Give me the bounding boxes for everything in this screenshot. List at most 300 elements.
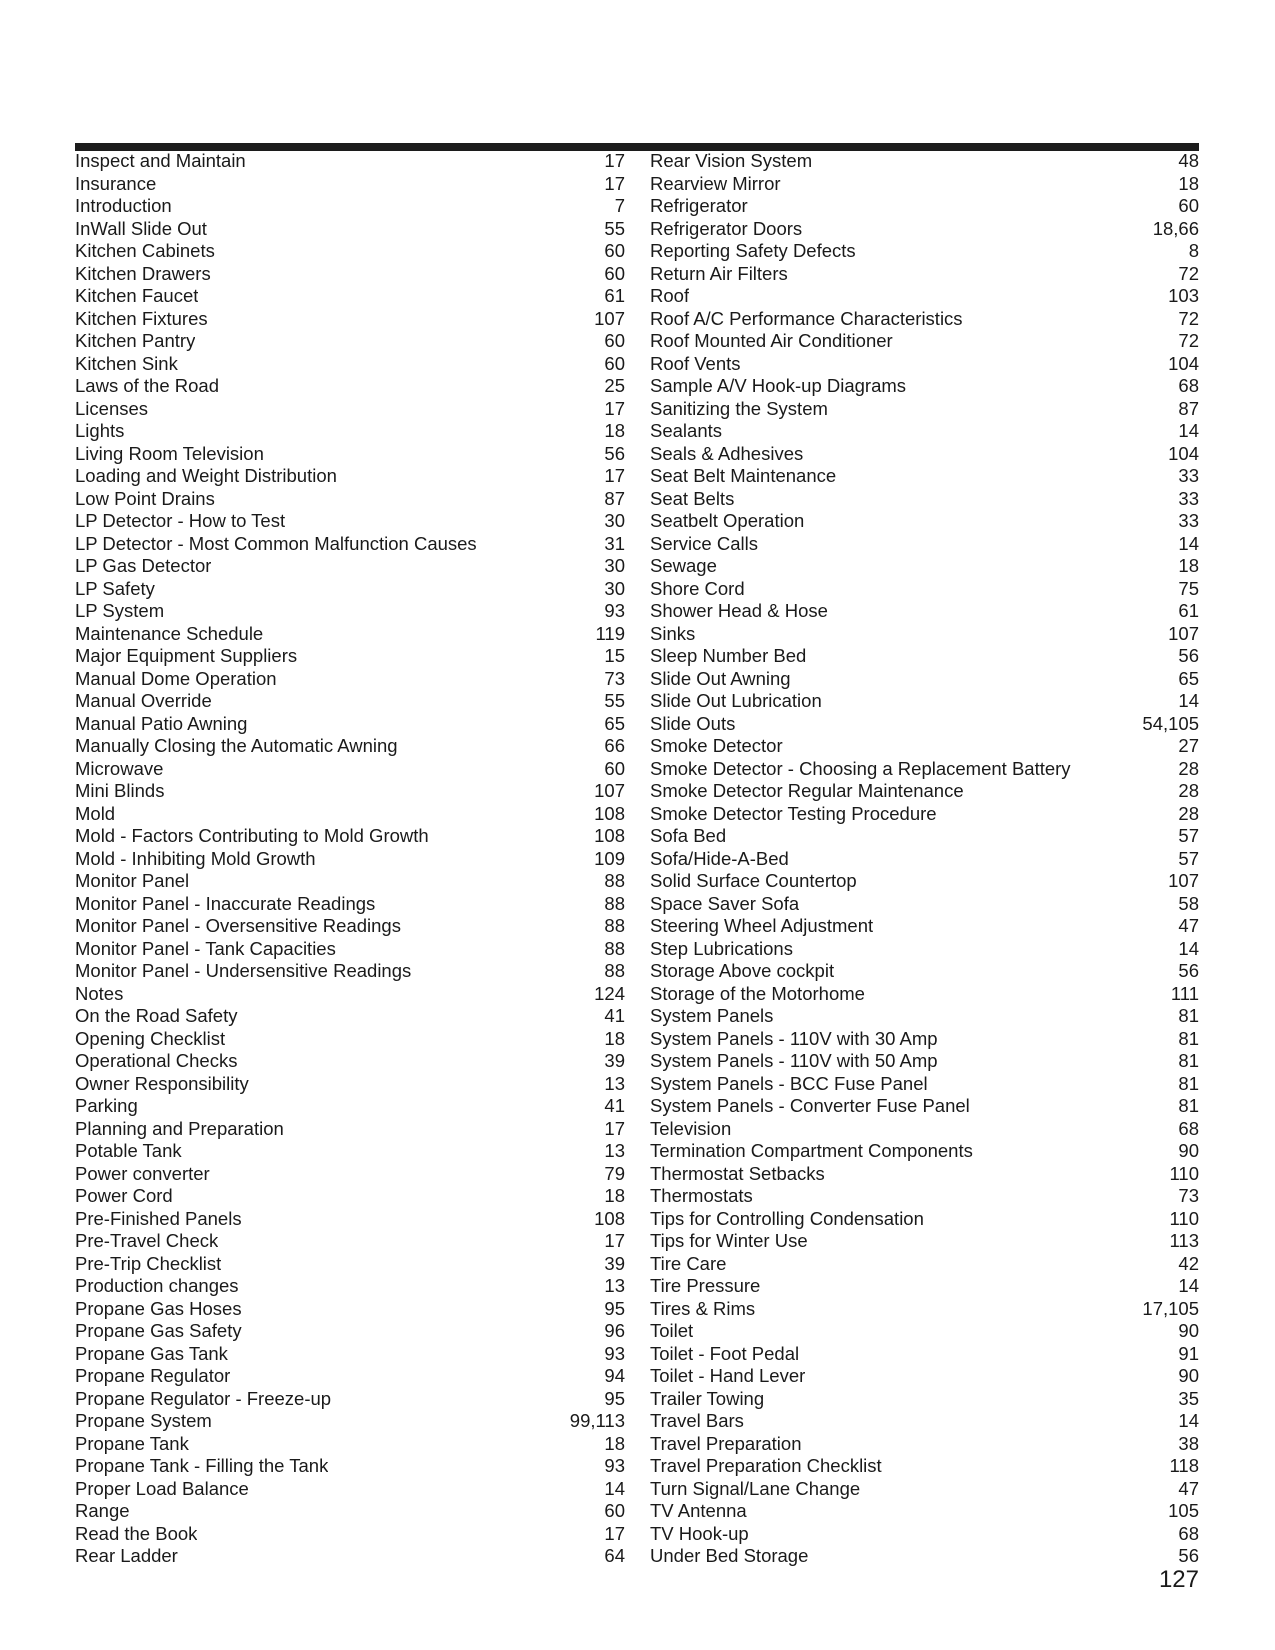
index-page-ref: 39 <box>604 1252 625 1274</box>
index-page-ref: 107 <box>594 780 625 801</box>
index-entry <box>75 1298 625 1321</box>
index-topic: Planning and Preparation <box>75 1117 284 1139</box>
index-entry <box>650 578 1199 601</box>
index-entry <box>650 488 1199 511</box>
index-entry <box>650 825 1199 848</box>
index-page-ref: 72 <box>1178 307 1199 329</box>
index-topic: Smoke Detector Testing Procedure <box>650 802 937 824</box>
index-page-ref: 14 <box>1178 532 1199 554</box>
index-page-ref: 81 <box>1178 1005 1199 1026</box>
index-page-ref: 88 <box>604 960 625 981</box>
index-topic: Kitchen Sink <box>75 352 178 374</box>
index-topic: Sofa/Hide-A-Bed <box>650 847 789 869</box>
index-topic: Smoke Detector Regular Maintenance <box>650 780 964 801</box>
index-topic: Low Point Drains <box>75 487 215 509</box>
index-topic: Mold - Inhibiting Mold Growth <box>75 847 316 869</box>
index-entry <box>650 1095 1199 1118</box>
index-entry <box>650 510 1199 533</box>
index-page-ref: 81 <box>1178 1095 1199 1116</box>
index-entry <box>75 758 625 781</box>
index-topic: Inspect and Maintain <box>75 150 246 171</box>
index-entry <box>75 1320 625 1343</box>
index-entry <box>75 645 625 668</box>
index-page-ref: 17 <box>604 397 625 419</box>
index-entry <box>650 870 1199 893</box>
index-topic: Lights <box>75 420 125 441</box>
index-topic: Toilet - Hand Lever <box>650 1365 806 1386</box>
index-topic: Rear Ladder <box>75 1545 178 1566</box>
index-entry <box>75 1478 625 1501</box>
index-entry <box>75 600 625 623</box>
index-topic: System Panels - 110V with 30 Amp <box>650 1027 938 1049</box>
index-topic: Sealants <box>650 420 722 441</box>
index-topic: Power converter <box>75 1162 210 1184</box>
index-page-ref: 17,105 <box>1142 1297 1199 1319</box>
index-topic: Propane Tank - Filling the Tank <box>75 1455 329 1476</box>
index-topic: System Panels - BCC Fuse Panel <box>650 1072 928 1094</box>
index-page-ref: 96 <box>604 1320 625 1341</box>
index-page-ref: 61 <box>1178 600 1199 621</box>
index-page-ref: 33 <box>1178 487 1199 509</box>
index-entry <box>650 1455 1199 1478</box>
index-page-ref: 30 <box>604 555 625 576</box>
index-entry <box>75 690 625 713</box>
index-page-ref: 28 <box>1178 757 1199 779</box>
index-entry <box>75 488 625 511</box>
index-page-ref: 28 <box>1178 802 1199 824</box>
index-page-ref: 113 <box>1169 1230 1199 1251</box>
index-topic: Slide Outs <box>650 712 736 734</box>
index-topic: Licenses <box>75 397 149 419</box>
index-topic: Roof A/C Performance Characteristics <box>650 307 963 329</box>
index-page-ref: 17 <box>604 465 625 486</box>
index-page-ref: 90 <box>1178 1365 1199 1386</box>
index-page-ref: 108 <box>594 1207 625 1229</box>
index-page-ref: 60 <box>604 240 625 261</box>
index-page-ref: 14 <box>604 1477 625 1499</box>
index-column-right <box>650 150 1199 1568</box>
index-topic: Travel Preparation Checklist <box>650 1455 882 1476</box>
index-page-ref: 91 <box>1178 1342 1199 1364</box>
index-topic: Thermostats <box>650 1185 753 1206</box>
index-page-ref: 56 <box>604 442 625 464</box>
index-entry <box>75 1028 625 1051</box>
index-entry <box>650 1005 1199 1028</box>
index-page-ref: 47 <box>1178 1477 1199 1499</box>
index-entry <box>650 420 1199 443</box>
index-entry <box>75 1208 625 1231</box>
index-topic: Monitor Panel - Tank Capacities <box>75 937 336 959</box>
index-topic: Slide Out Awning <box>650 667 791 689</box>
index-topic: Potable Tank <box>75 1140 182 1161</box>
index-topic: Rearview Mirror <box>650 172 781 194</box>
index-page-ref: 7 <box>614 195 625 216</box>
index-entry <box>75 1365 625 1388</box>
index-entry <box>75 398 625 421</box>
index-entry <box>650 443 1199 466</box>
index-entry <box>75 285 625 308</box>
index-topic: TV Antenna <box>650 1500 747 1521</box>
index-page-ref: 17 <box>604 172 625 194</box>
index-page-ref: 107 <box>1168 870 1199 891</box>
index-topic: InWall Slide Out <box>75 217 207 239</box>
index-topic: Monitor Panel - Oversensitive Readings <box>75 915 401 936</box>
index-topic: Propane Regulator <box>75 1365 231 1386</box>
index-entry <box>650 1050 1199 1073</box>
index-entry <box>75 578 625 601</box>
index-entry <box>650 960 1199 983</box>
index-entry <box>650 308 1199 331</box>
index-entry <box>75 915 625 938</box>
index-entry <box>75 1230 625 1253</box>
index-topic: Travel Bars <box>650 1410 744 1431</box>
index-entry <box>650 330 1199 353</box>
index-topic: Smoke Detector - Choosing a Replacement Battery <box>650 757 1071 779</box>
index-topic: Service Calls <box>650 532 758 554</box>
index-topic: Shower Head & Hose <box>650 600 828 621</box>
index-topic: Opening Checklist <box>75 1027 226 1049</box>
index-topic: Kitchen Pantry <box>75 330 196 351</box>
index-topic: Sample A/V Hook-up Diagrams <box>650 375 907 396</box>
index-entry <box>650 1028 1199 1051</box>
index-topic: Power Cord <box>75 1185 173 1206</box>
index-topic: Smoke Detector <box>650 735 783 756</box>
index-entry <box>650 623 1199 646</box>
index-page-ref: 8 <box>1188 240 1199 261</box>
index-entry <box>650 1478 1199 1501</box>
index-entry <box>75 1118 625 1141</box>
index-page-ref: 72 <box>1178 330 1199 351</box>
index-entry <box>75 1163 625 1186</box>
index-page-ref: 95 <box>604 1387 625 1409</box>
index-entry <box>650 938 1199 961</box>
index-entry <box>75 938 625 961</box>
index-page-ref: 18 <box>604 1432 625 1454</box>
index-entry <box>75 218 625 241</box>
index-page-ref: 90 <box>1178 1140 1199 1161</box>
index-entry <box>75 1095 625 1118</box>
index-entry <box>75 375 625 398</box>
index-topic: Sewage <box>650 555 717 576</box>
index-topic: Seals & Adhesives <box>650 442 804 464</box>
index-page-ref: 103 <box>1168 285 1199 306</box>
index-page-ref: 73 <box>1178 1185 1199 1206</box>
index-entry <box>650 218 1199 241</box>
index-entry <box>650 1320 1199 1343</box>
index-page-ref: 108 <box>594 802 625 824</box>
index-topic: Microwave <box>75 757 164 779</box>
index-topic: Parking <box>75 1095 138 1116</box>
index-page-ref: 72 <box>1178 262 1199 284</box>
index-topic: Introduction <box>75 195 172 216</box>
index-page-ref: 18 <box>1178 555 1199 576</box>
index-entry <box>650 263 1199 286</box>
index-page-ref: 48 <box>1178 150 1199 171</box>
index-entry <box>650 285 1199 308</box>
index-page-ref: 57 <box>1178 847 1199 869</box>
index-entry <box>650 915 1199 938</box>
index-topic: Rear Vision System <box>650 150 813 171</box>
index-topic: Loading and Weight Distribution <box>75 465 337 486</box>
index-entry <box>650 983 1199 1006</box>
index-entry <box>75 420 625 443</box>
index-page-ref: 104 <box>1168 442 1199 464</box>
index-topic: Tires & Rims <box>650 1297 756 1319</box>
index-entry <box>650 533 1199 556</box>
index-page-ref: 61 <box>604 285 625 306</box>
index-page-ref: 14 <box>1178 1410 1199 1431</box>
index-topic: Roof Mounted Air Conditioner <box>650 330 893 351</box>
index-topic: TV Hook-up <box>650 1522 749 1544</box>
index-entry <box>650 1388 1199 1411</box>
index-page-ref: 13 <box>604 1140 625 1161</box>
index-entry <box>650 803 1199 826</box>
index-entry <box>650 1073 1199 1096</box>
index-page-ref: 107 <box>1168 622 1199 644</box>
index-entry <box>75 1545 625 1568</box>
index-page-ref: 14 <box>1178 937 1199 959</box>
index-entry <box>75 668 625 691</box>
index-entry <box>650 735 1199 758</box>
index-page-ref: 13 <box>604 1072 625 1094</box>
index-topic: Manually Closing the Automatic Awning <box>75 735 398 756</box>
index-entry <box>75 893 625 916</box>
index-entry <box>75 353 625 376</box>
index-page-ref: 33 <box>1178 510 1199 531</box>
index-topic: Manual Override <box>75 690 212 711</box>
index-topic: Space Saver Sofa <box>650 892 800 914</box>
index-page-ref: 88 <box>604 915 625 936</box>
index-page-ref: 109 <box>594 847 625 869</box>
index-topic: Mini Blinds <box>75 780 165 801</box>
index-topic: Propane Gas Hoses <box>75 1297 242 1319</box>
index-entry <box>75 1388 625 1411</box>
index-page-ref: 60 <box>604 757 625 779</box>
index-topic: System Panels - Converter Fuse Panel <box>650 1095 970 1116</box>
index-entry <box>650 668 1199 691</box>
index-page-ref: 73 <box>604 667 625 689</box>
index-page-ref: 68 <box>1178 1522 1199 1544</box>
index-topic: Owner Responsibility <box>75 1072 249 1094</box>
index-page-ref: 60 <box>604 330 625 351</box>
index-page-ref: 17 <box>604 150 625 171</box>
index-topic: On the Road Safety <box>75 1005 238 1026</box>
index-entry <box>75 1140 625 1163</box>
index-page-ref: 95 <box>604 1297 625 1319</box>
index-page-ref: 105 <box>1168 1500 1199 1521</box>
index-page-ref: 88 <box>604 937 625 959</box>
index-page-ref: 31 <box>604 532 625 554</box>
index-entry <box>75 443 625 466</box>
index-entry <box>75 533 625 556</box>
index-page-ref: 14 <box>1178 690 1199 711</box>
page-number: 127 <box>1158 1566 1199 1593</box>
index-topic: Termination Compartment Components <box>650 1140 973 1161</box>
index-page-ref: 88 <box>604 870 625 891</box>
index-topic: Monitor Panel <box>75 870 190 891</box>
index-topic: Major Equipment Suppliers <box>75 645 298 666</box>
index-entry <box>75 330 625 353</box>
index-entry <box>650 465 1199 488</box>
index-page-ref: 58 <box>1178 892 1199 914</box>
index-entry <box>650 690 1199 713</box>
index-topic: Turn Signal/Lane Change <box>650 1477 861 1499</box>
index-entry <box>650 375 1199 398</box>
index-page-ref: 27 <box>1178 735 1199 756</box>
index-page-ref: 56 <box>1178 960 1199 981</box>
index-page-ref: 18 <box>604 1185 625 1206</box>
index-entry <box>650 1163 1199 1186</box>
index-page-ref: 54,105 <box>1142 712 1199 734</box>
index-topic: LP Detector - How to Test <box>75 510 286 531</box>
index-page-ref: 30 <box>604 510 625 531</box>
index-topic: Insurance <box>75 172 157 194</box>
index-entry <box>75 870 625 893</box>
index-page-ref: 42 <box>1178 1252 1199 1274</box>
index-entry <box>650 1523 1199 1546</box>
index-page-ref: 66 <box>604 735 625 756</box>
index-entry <box>75 465 625 488</box>
index-page-ref: 64 <box>604 1545 625 1566</box>
index-entry <box>75 1050 625 1073</box>
index-topic: Solid Surface Countertop <box>650 870 857 891</box>
index-entry <box>75 1455 625 1478</box>
index-topic: LP Gas Detector <box>75 555 212 576</box>
index-topic: Production changes <box>75 1275 239 1296</box>
index-topic: Thermostat Setbacks <box>650 1162 825 1184</box>
index-page-ref: 68 <box>1178 1117 1199 1139</box>
index-entry <box>650 1410 1199 1433</box>
index-entry <box>75 195 625 218</box>
index-entry <box>75 983 625 1006</box>
index-topic: Seat Belt Maintenance <box>650 465 837 486</box>
index-page-ref: 18 <box>1178 172 1199 194</box>
index-page-ref: 35 <box>1178 1387 1199 1409</box>
index-topic: Seatbelt Operation <box>650 510 805 531</box>
index-entry <box>75 263 625 286</box>
index-entry <box>650 353 1199 376</box>
index-topic: Propane Tank <box>75 1432 189 1454</box>
index-entry <box>75 1073 625 1096</box>
index-entry <box>650 600 1199 623</box>
index-page-ref: 60 <box>604 1500 625 1521</box>
index-page-ref: 13 <box>604 1275 625 1296</box>
index-topic: Mold <box>75 802 116 824</box>
index-entry <box>75 803 625 826</box>
index-entry <box>650 1253 1199 1276</box>
index-page-ref: 30 <box>604 577 625 599</box>
index-entry <box>650 1500 1199 1523</box>
index-page-ref: 79 <box>604 1162 625 1184</box>
index-entry <box>75 1185 625 1208</box>
index-page-ref: 119 <box>595 622 625 644</box>
index-page-ref: 81 <box>1178 1050 1199 1071</box>
index-topic: Sleep Number Bed <box>650 645 807 666</box>
index-topic: Storage Above cockpit <box>650 960 835 981</box>
index-entry <box>650 1230 1199 1253</box>
index-page-ref: 88 <box>604 892 625 914</box>
index-entry <box>650 1275 1199 1298</box>
index-entry <box>75 825 625 848</box>
index-page-ref: 28 <box>1178 780 1199 801</box>
index-topic: Pre-Finished Panels <box>75 1207 242 1229</box>
index-topic: Return Air Filters <box>650 262 788 284</box>
index-entry <box>650 1545 1199 1568</box>
index-page-ref: 111 <box>1170 982 1199 1004</box>
index-topic: Tire Care <box>650 1252 727 1274</box>
index-page-ref: 104 <box>1168 352 1199 374</box>
index-topic: Mold - Factors Contributing to Mold Growth <box>75 825 429 846</box>
index-topic: Tips for Winter Use <box>650 1230 808 1251</box>
index-entry <box>75 780 625 803</box>
index-entry <box>650 1433 1199 1456</box>
index-entry <box>650 713 1199 736</box>
index-entry <box>650 1343 1199 1366</box>
index-page-ref: 17 <box>604 1117 625 1139</box>
index-page-ref: 94 <box>604 1365 625 1386</box>
index-topic: Manual Patio Awning <box>75 712 248 734</box>
index-topic: Propane Gas Tank <box>75 1342 228 1364</box>
index-page-ref: 65 <box>1178 667 1199 689</box>
index-entry <box>75 1410 625 1433</box>
index-page-ref: 17 <box>604 1522 625 1544</box>
index-page-ref: 15 <box>604 645 625 666</box>
index-page-ref: 56 <box>1178 645 1199 666</box>
index-page-ref: 110 <box>1169 1162 1199 1184</box>
index-page-ref: 81 <box>1178 1027 1199 1049</box>
index-topic: Operational Checks <box>75 1050 238 1071</box>
index-entry <box>75 735 625 758</box>
index-topic: Read the Book <box>75 1522 198 1544</box>
index-topic: Monitor Panel - Undersensitive Readings <box>75 960 412 981</box>
index-page-ref: 17 <box>604 1230 625 1251</box>
index-entry <box>650 1365 1199 1388</box>
index-entry <box>75 848 625 871</box>
index-entry <box>75 1500 625 1523</box>
index-topic: Seat Belts <box>650 487 735 509</box>
index-entry <box>75 240 625 263</box>
index-page-ref: 90 <box>1178 1320 1199 1341</box>
index-entry <box>650 1140 1199 1163</box>
index-topic: Notes <box>75 982 124 1004</box>
index-topic: Kitchen Fixtures <box>75 307 208 329</box>
index-page-ref: 93 <box>604 600 625 621</box>
index-entry <box>650 1208 1199 1231</box>
index-page-ref: 60 <box>604 262 625 284</box>
index-page-ref: 110 <box>1169 1207 1199 1229</box>
index-topic: Monitor Panel - Inaccurate Readings <box>75 892 376 914</box>
index-page-ref: 124 <box>594 982 625 1004</box>
index-topic: Propane System <box>75 1410 212 1431</box>
index-topic: Propane Gas Safety <box>75 1320 242 1341</box>
index-topic: Sinks <box>650 622 696 644</box>
index-page-ref: 25 <box>604 375 625 396</box>
index-topic: Roof <box>650 285 690 306</box>
index-topic: Propane Regulator - Freeze-up <box>75 1387 332 1409</box>
index-entry <box>75 960 625 983</box>
index-topic: System Panels <box>650 1005 774 1026</box>
index-page-ref: 87 <box>1178 397 1199 419</box>
index-entry <box>75 1343 625 1366</box>
index-entry <box>650 150 1199 173</box>
index-page-ref: 18,66 <box>1152 217 1199 239</box>
index-topic: Kitchen Drawers <box>75 262 211 284</box>
index-entry <box>650 1118 1199 1141</box>
index-entry <box>650 758 1199 781</box>
index-page-ref: 107 <box>594 307 625 329</box>
index-page-ref: 14 <box>1178 1275 1199 1296</box>
index-entry <box>650 645 1199 668</box>
